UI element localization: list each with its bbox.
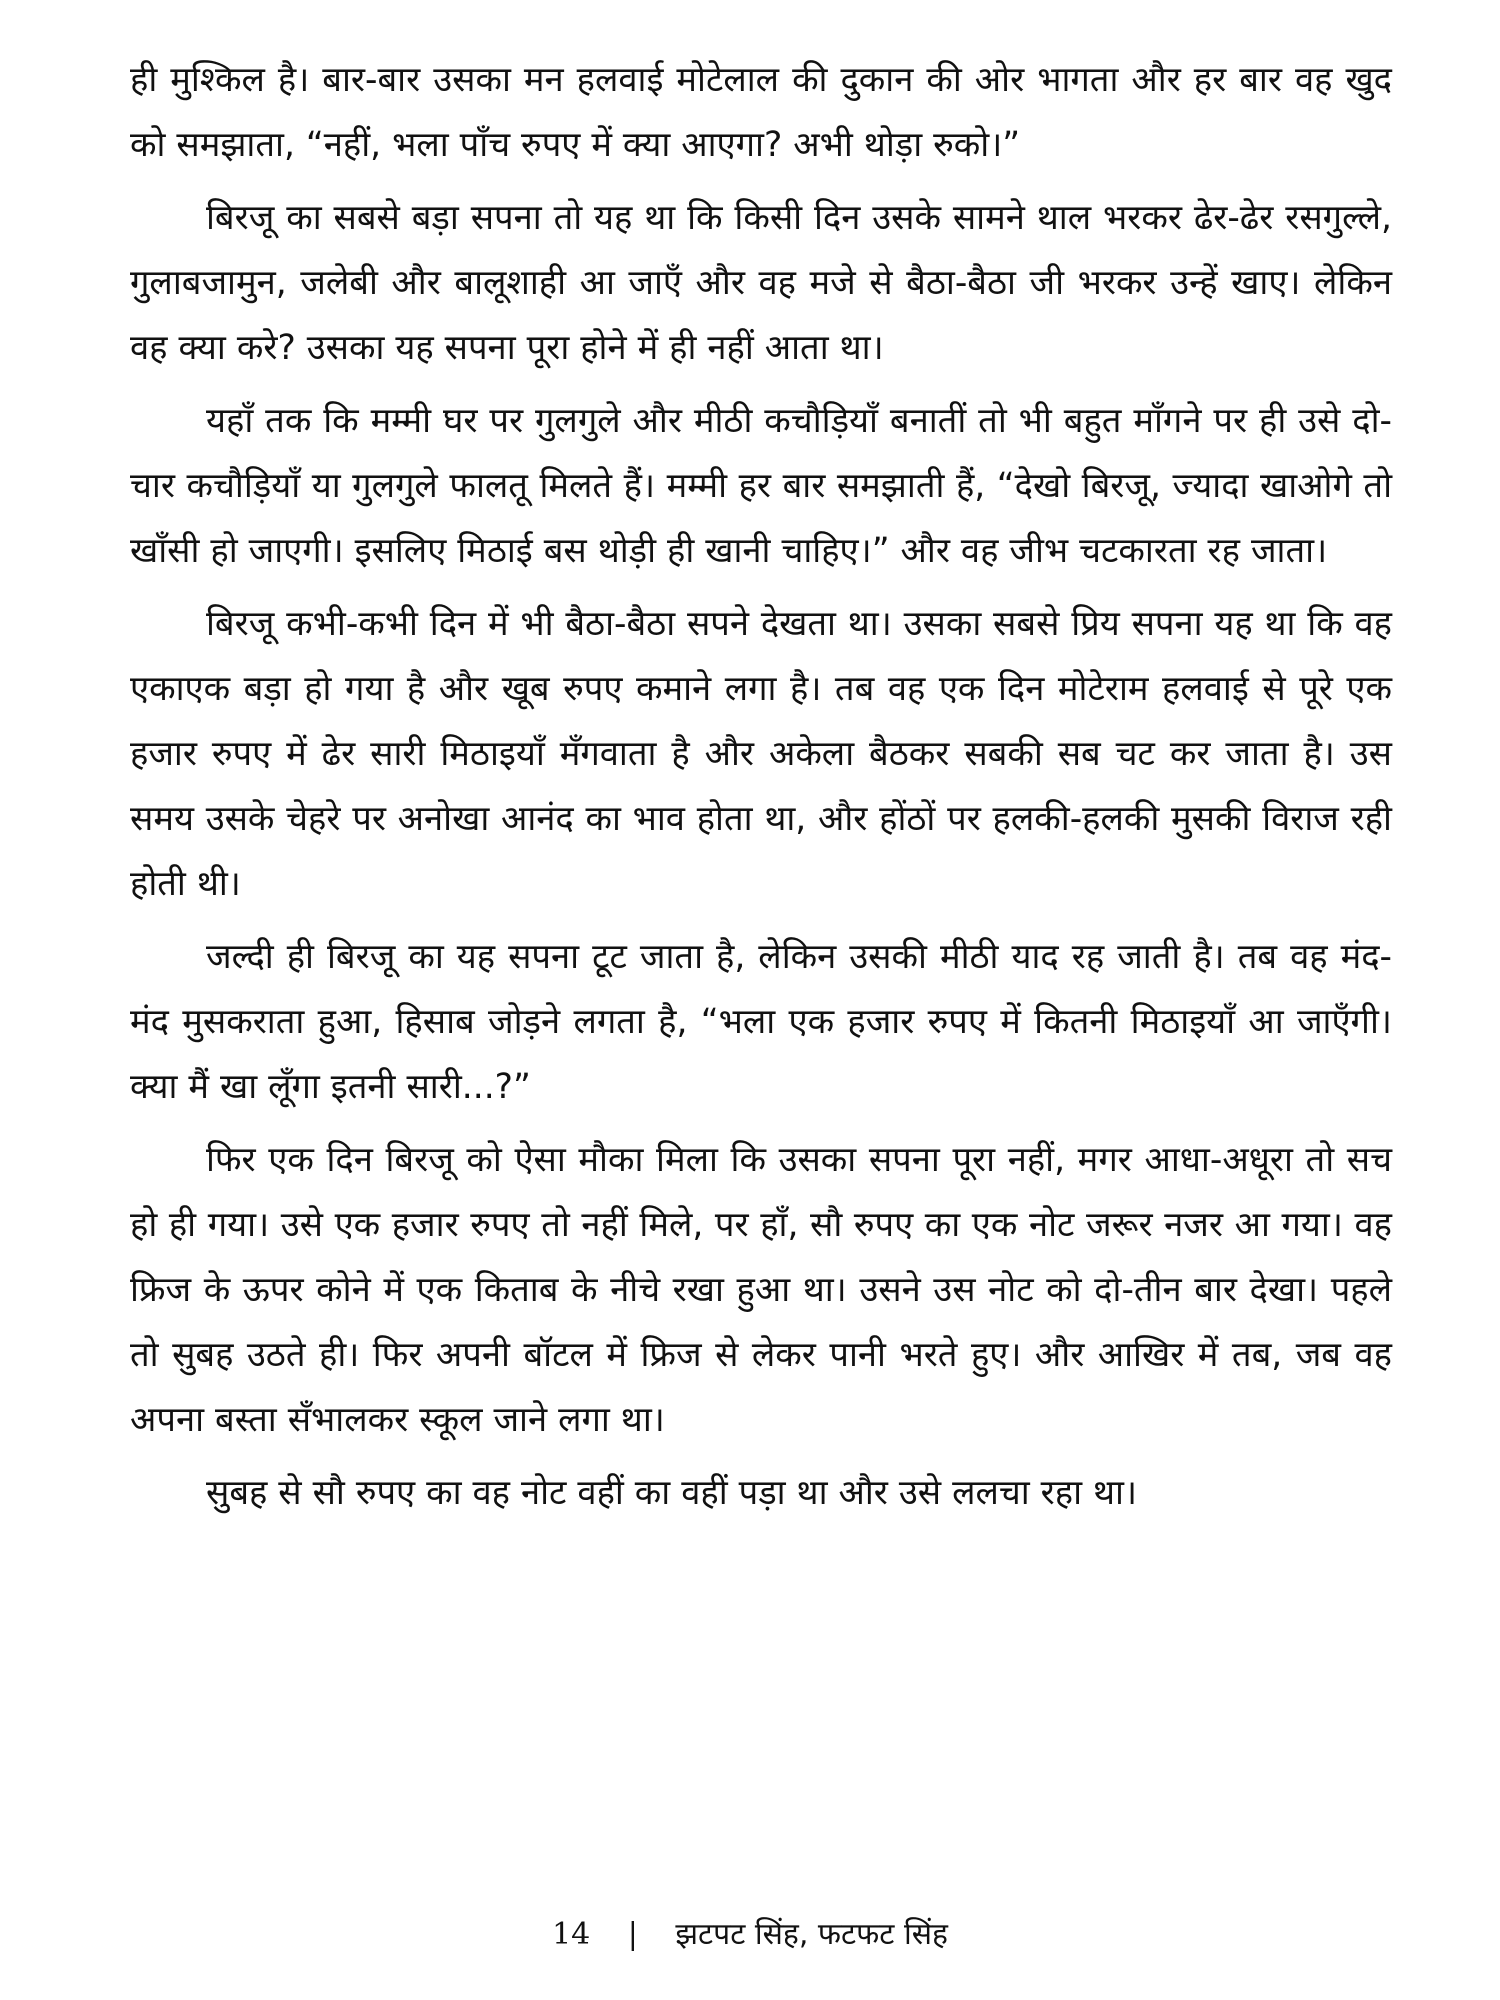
paragraph-3: यहाँ तक कि मम्मी घर पर गुलगुले और मीठी कचौड़ियाँ बनातीं तो भी बहुत माँगने पर ही उसे दो-चार कचौड़ियाँ या गुलगुले फालतू मिलते हैं। मम्मी हर बार समझाती हैं, “देखो बिरजू, ज्यादा खाओगे तो खाँसी हो जाएगी। इसलिए मिठाई बस थोड़ी ही खानी चाहिए।” और वह जीभ चटकारता रह जाता। bbox=[130, 401, 1392, 571]
book-title: झटपट सिंह, फटफट सिंह bbox=[675, 1917, 948, 1952]
page-body bbox=[130, 48, 1392, 1534]
paragraph-4: बिरजू कभी-कभी दिन में भी बैठा-बैठा सपने देखता था। उसका सबसे प्रिय सपना यह था कि वह एकाएक बड़ा हो गया है और खूब रुपए कमाने लगा है। तब वह एक दिन मोटेराम हलवाई से पूरे एक हजार रुपए में ढेर सारी मिठाइयाँ मँगवाता है और अकेला बैठकर सबकी सब चट कर जाता है। उस समय उसके चेहरे पर अनोखा आनंद का भाव होता था, और होंठों पर हलकी-हलकी मुसकी विराज रही होती थी। bbox=[130, 604, 1392, 904]
paragraph-7: सुबह से सौ रुपए का वह नोट वहीं का वहीं पड़ा था और उसे ललचा रहा था। bbox=[206, 1473, 1138, 1513]
footer-separator: | bbox=[627, 1917, 638, 1952]
page-number: 14 bbox=[552, 1917, 591, 1952]
paragraph-5: जल्दी ही बिरजू का यह सपना टूट जाता है, लेकिन उसकी मीठी याद रह जाती है। तब वह मंद-मंद मुसकराता हुआ, हिसाब जोड़ने लगता है, “भला एक हजार रुपए में कितनी मिठाइयाँ आ जाएँगी। क्या मैं खा लूँगा इतनी सारी...?” bbox=[130, 937, 1392, 1107]
paragraph-6: फिर एक दिन बिरजू को ऐसा मौका मिला कि उसका सपना पूरा नहीं, मगर आधा-अधूरा तो सच हो ही गया। उसे एक हजार रुपए तो नहीं मिले, पर हाँ, सौ रुपए का एक नोट जरूर नजर आ गया। वह फ्रिज के ऊपर कोने में एक किताब के नीचे रखा हुआ था। उसने उस नोट को दो-तीन बार देखा। पहले तो सुबह उठते ही। फिर अपनी बॉटल में फ्रिज से लेकर पानी भरते हुए। और आखिर में तब, जब वह अपना बस्ता सँभालकर स्कूल जाने लगा था। bbox=[130, 1140, 1392, 1440]
paragraph-2: बिरजू का सबसे बड़ा सपना तो यह था कि किसी दिन उसके सामने थाल भरकर ढेर-ढेर रसगुल्ले, गुलाबजामुन, जलेबी और बालूशाही आ जाएँ और वह मजे से बैठा-बैठा जी भरकर उन्हें खाए। लेकिन वह क्या करे? उसका यह सपना पूरा होने में ही नहीं आता था। bbox=[130, 198, 1392, 368]
paragraph-1: ही मुश्किल है। बार-बार उसका मन हलवाई मोटेलाल की दुकान की ओर भागता और हर बार वह खुद को समझाता, “नहीं, भला पाँच रुपए में क्या आएगा? अभी थोड़ा रुको।” bbox=[130, 60, 1392, 165]
page-footer bbox=[0, 1912, 1500, 1953]
